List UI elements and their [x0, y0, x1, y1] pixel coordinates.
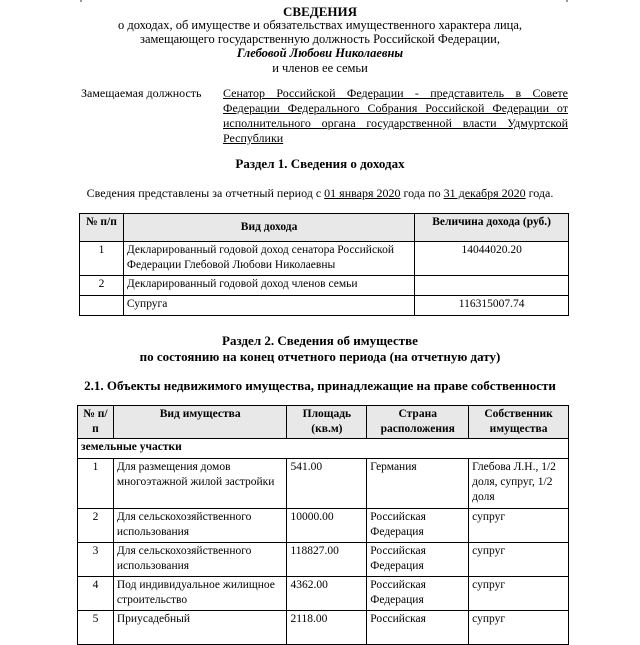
- property-table: [77, 405, 569, 645]
- row-kind: Декларированный годовой доход сенатора Российской Федерации Глебовой Любови Николаевны: [123, 242, 414, 276]
- row-area: 541.00: [287, 459, 367, 509]
- row-area: 2118.00: [287, 611, 367, 645]
- header-country: Страна расположения: [367, 406, 469, 439]
- position-text: Сенатор Российской Федерации - представитель в Совете Федерации Федерального Собрания Российской Федерации от исполнительного органа государственной власти Удмуртской Республики: [223, 86, 568, 145]
- row-num: 1: [78, 459, 114, 509]
- row-kind: Декларированный годовой доход членов семьи: [123, 276, 414, 296]
- row-area: 10000.00: [287, 509, 367, 543]
- row-num: 1: [80, 242, 124, 276]
- row-num: 5: [78, 611, 114, 645]
- group-label: земельные участки: [78, 439, 569, 459]
- row-owner: супруг: [469, 611, 569, 645]
- row-country: Российская Федерация: [367, 577, 469, 611]
- property-table-header: [78, 406, 569, 439]
- row-owner: супруг: [469, 577, 569, 611]
- group-row: [78, 439, 569, 459]
- table-row: [80, 296, 569, 316]
- row-amount: [415, 276, 569, 296]
- reporting-period: [0, 186, 640, 201]
- header-kind: Вид имущества: [113, 406, 287, 439]
- row-area: 118827.00: [287, 543, 367, 577]
- row-area: 4362.00: [287, 577, 367, 611]
- period-to: 31 декабря 2020: [443, 186, 526, 200]
- row-country: Российская Федерация: [367, 543, 469, 577]
- row-kind: Под индивидуальное жилищное строительство: [113, 577, 287, 611]
- section-1-title: Раздел 1. Сведения о доходах: [235, 156, 405, 171]
- section-2-subtitle: по состоянию на конец отчетного периода (на отчетную дату): [139, 349, 501, 364]
- header-num: № п/п: [80, 214, 124, 242]
- row-num: [80, 296, 124, 316]
- header-area: Площадь (кв.м): [287, 406, 367, 439]
- header-owner: Собственник имущества: [469, 406, 569, 439]
- row-num: 2: [78, 509, 114, 543]
- subsection-title: 2.1. Объекты недвижимого имущества, принадлежащие на праве собственности: [84, 378, 556, 393]
- document-title: СВЕДЕНИЯ: [283, 4, 357, 19]
- row-kind: Приусадебный: [113, 611, 287, 645]
- person-name: Глебовой Любови Николаевны: [236, 46, 404, 60]
- row-owner: супруг: [469, 543, 569, 577]
- row-country: Германия: [367, 459, 469, 509]
- period-from: 01 января 2020: [324, 186, 401, 200]
- row-amount: 14044020.20: [415, 242, 569, 276]
- income-table-header: [80, 214, 569, 242]
- row-num: 4: [78, 577, 114, 611]
- header-kind: Вид дохода: [123, 214, 414, 242]
- period-prefix: Сведения представлены за отчетный период с: [86, 186, 325, 200]
- table-row: [78, 611, 569, 645]
- row-num: 3: [78, 543, 114, 577]
- table-row: [78, 543, 569, 577]
- income-table: [79, 213, 569, 316]
- table-row: [78, 459, 569, 509]
- corner-mark: [566, 0, 568, 2]
- header-amount: Величина дохода (руб.): [415, 214, 569, 242]
- row-kind: Для сельскохозяйственного использования: [113, 543, 287, 577]
- row-kind: Для размещения домов многоэтажной жилой застройки: [113, 459, 287, 509]
- row-amount: 116315007.74: [415, 296, 569, 316]
- table-row: [78, 509, 569, 543]
- row-country: Российская: [367, 611, 469, 645]
- header-line-2: замещающего государственную должность Российской Федерации,: [140, 32, 500, 46]
- row-country: Российская Федерация: [367, 509, 469, 543]
- row-owner: супруг: [469, 509, 569, 543]
- section-2-title: Раздел 2. Сведения об имуществе: [222, 333, 418, 348]
- row-owner: Глебова Л.Н., 1/2 доля, супруг, 1/2 доля: [469, 459, 569, 509]
- period-suffix: года.: [525, 186, 554, 200]
- position-label: Замещаемая должность: [81, 86, 202, 100]
- table-row: [80, 276, 569, 296]
- header-num: № п/п: [78, 406, 114, 439]
- corner-mark: [80, 0, 82, 2]
- row-num: 2: [80, 276, 124, 296]
- header-line-3: и членов ее семьи: [272, 61, 368, 75]
- period-mid: года по: [400, 186, 444, 200]
- table-row: [78, 577, 569, 611]
- table-row: [80, 242, 569, 276]
- header-line-1: о доходах, об имуществе и обязательствах имущественного характера лица,: [117, 18, 523, 32]
- page-edge-marks: [0, 0, 640, 3]
- row-kind: Супруга: [123, 296, 414, 316]
- row-kind: Для сельскохозяйственного использования: [113, 509, 287, 543]
